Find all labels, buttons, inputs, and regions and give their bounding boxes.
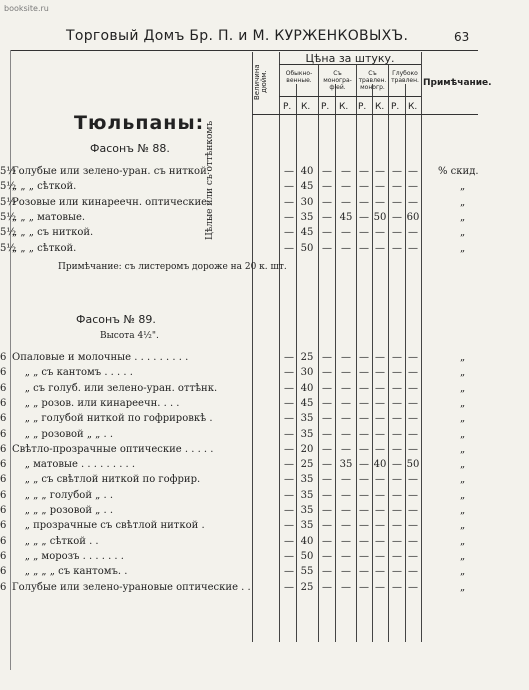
- table-row: [0, 582, 529, 598]
- deep-kopecks: —: [408, 196, 418, 208]
- mono-column-header: Съ моногра-фiей.: [323, 70, 352, 91]
- rubles-dash: —: [284, 352, 294, 363]
- rubles-dash: —: [284, 211, 294, 223]
- note-value: „: [460, 196, 466, 208]
- price-kopecks: 35: [300, 211, 314, 223]
- item-label: „ „ „ розовой „ . .: [12, 505, 114, 516]
- table-row: [0, 520, 529, 536]
- price-kopecks: 40: [300, 535, 314, 547]
- trav-rubles: —: [359, 443, 369, 455]
- deep-rubles: —: [392, 181, 402, 193]
- plain-column-header: Обыкно-венные.: [285, 70, 313, 84]
- kopecks-label: К.: [301, 102, 311, 112]
- note-value: „: [460, 227, 466, 239]
- trav-kopecks: —: [375, 489, 385, 501]
- note-value: „: [460, 550, 466, 562]
- header-rule: [10, 50, 478, 51]
- note-value: „: [460, 367, 466, 379]
- kopecks-label: К.: [375, 102, 385, 112]
- deep-rubles: —: [392, 367, 402, 379]
- mono-rubles: —: [322, 520, 332, 532]
- trav-rubles: —: [359, 397, 369, 409]
- price-kopecks: 20: [300, 443, 314, 455]
- mono-kopecks: 45: [339, 211, 353, 223]
- table-row: [0, 551, 529, 567]
- rubles-label: Р.: [358, 102, 367, 112]
- deep-kopecks: —: [408, 413, 418, 425]
- trav-rubles: —: [359, 367, 369, 379]
- size-value: 6: [0, 367, 7, 379]
- table-row: [0, 490, 529, 506]
- deep-rubles: —: [392, 535, 402, 547]
- item-label: „ „ „ матовые.: [12, 211, 86, 223]
- item-label: Голубые или зелено-уран. съ ниткой.: [12, 166, 210, 177]
- note-value: „: [460, 489, 466, 501]
- item-label: „ „ „ „ съ кантомъ. .: [12, 566, 128, 578]
- size-value: 6: [0, 489, 7, 501]
- trav-kopecks: —: [375, 413, 385, 425]
- mono-rubles: —: [322, 367, 332, 379]
- mono-rubles: —: [322, 413, 332, 425]
- deep-rubles: —: [392, 489, 402, 501]
- fason-88-heading: Фасонъ № 88.: [90, 142, 170, 155]
- note-value: „: [460, 459, 466, 471]
- table-row: [0, 536, 529, 552]
- mono-kopecks: —: [341, 367, 351, 379]
- note-value: „: [460, 382, 466, 394]
- deep-rubles: —: [392, 352, 402, 363]
- mono-kopecks: —: [341, 428, 351, 440]
- mono-kopecks: —: [341, 505, 351, 516]
- table-row: [0, 413, 529, 429]
- mono-rubles: —: [322, 211, 332, 223]
- deep-kopecks: —: [408, 550, 418, 562]
- table-row: [0, 383, 529, 399]
- price-kopecks: 50: [300, 242, 314, 254]
- rubles-dash: —: [284, 382, 294, 394]
- size-value: 5½: [0, 181, 17, 193]
- note-value: „: [460, 181, 466, 193]
- deep-kopecks: —: [408, 443, 418, 455]
- rubles-dash: —: [284, 489, 294, 501]
- trav-rubles: —: [359, 166, 369, 177]
- note-column-header: Примѣчание.: [423, 78, 492, 88]
- trav-rubles: —: [359, 382, 369, 394]
- trav-rubles: —: [359, 489, 369, 501]
- table-row: [0, 166, 529, 182]
- size-value: 5½: [0, 196, 17, 208]
- mono-rubles: —: [322, 166, 332, 177]
- deep-column-header: Глубоко травлен.: [391, 70, 419, 84]
- mono-kopecks: —: [341, 227, 351, 239]
- header-subrule: [279, 96, 421, 97]
- trav-kopecks: —: [375, 352, 385, 363]
- item-label: „ „ морозъ . . . . . . .: [12, 550, 124, 562]
- table-row: [0, 398, 529, 414]
- item-label: „ „ съ кантомъ . . . . .: [12, 367, 133, 379]
- rubles-dash: —: [284, 550, 294, 562]
- trav-kopecks: —: [375, 443, 385, 455]
- item-label: „ „ „ съ ниткой.: [12, 227, 94, 239]
- deep-rubles: —: [392, 227, 402, 239]
- deep-kopecks: —: [408, 535, 418, 547]
- trav-kopecks: —: [375, 181, 385, 193]
- mono-kopecks: —: [341, 166, 351, 177]
- trav-kopecks: —: [375, 382, 385, 394]
- mono-rubles: —: [322, 227, 332, 239]
- trav-kopecks: —: [375, 428, 385, 440]
- price-kopecks: 35: [300, 520, 314, 532]
- rubles-dash: —: [284, 367, 294, 379]
- trav-column-header: Съ травлен. моногр.: [358, 70, 387, 91]
- size-value: 6: [0, 474, 7, 486]
- trav-kopecks: 50: [373, 211, 387, 223]
- mono-rubles: —: [322, 535, 332, 547]
- trav-rubles: —: [359, 242, 369, 254]
- deep-rubles: —: [392, 428, 402, 440]
- mono-rubles: —: [322, 474, 332, 486]
- mono-kopecks: —: [341, 581, 351, 593]
- table-row: [0, 181, 529, 197]
- note-value: „: [460, 520, 466, 532]
- mono-kopecks: —: [341, 474, 351, 486]
- section-title: Тюльпаны:: [74, 112, 205, 134]
- deep-kopecks: —: [408, 505, 418, 516]
- note-value: „: [460, 566, 466, 578]
- trav-rubles: —: [359, 352, 369, 363]
- trav-rubles: —: [359, 211, 369, 223]
- price-kopecks: 35: [300, 489, 314, 501]
- price-kopecks: 35: [300, 413, 314, 425]
- mono-kopecks: —: [341, 443, 351, 455]
- price-header: Цѣна за штуку.: [305, 52, 395, 65]
- deep-rubles: —: [392, 166, 402, 177]
- deep-rubles: —: [392, 397, 402, 409]
- rubles-dash: —: [284, 443, 294, 455]
- rubles-dash: —: [284, 566, 294, 578]
- rubles-label: Р.: [283, 102, 292, 112]
- price-kopecks: 40: [300, 382, 314, 394]
- table-row: [0, 444, 529, 460]
- size-value: 6: [0, 505, 7, 516]
- deep-kopecks: 50: [406, 459, 420, 471]
- item-label: „ съ голуб. или зелено-уран. оттѣнк.: [12, 382, 218, 394]
- trav-kopecks: —: [375, 367, 385, 379]
- fason-89-heading: Фасонъ № 89.: [76, 313, 156, 326]
- item-label: „ „ съ свѣтлой ниткой по гофрир.: [12, 474, 201, 486]
- table-row: [0, 367, 529, 383]
- note-value: „: [460, 242, 466, 254]
- item-label: „ „ голубой ниткой по гофрировкѣ .: [12, 413, 213, 425]
- item-label: „ „ „ сѣткой . .: [12, 535, 99, 547]
- item-label: Розовые или кинареечн. оптические.: [12, 196, 211, 208]
- trav-rubles: —: [359, 196, 369, 208]
- deep-kopecks: —: [408, 181, 418, 193]
- mono-kopecks: —: [341, 352, 351, 363]
- mono-rubles: —: [322, 382, 332, 394]
- rubles-dash: —: [284, 474, 294, 486]
- item-label: „ „ розовой „ „ . .: [12, 428, 114, 440]
- trav-rubles: —: [359, 413, 369, 425]
- price-kopecks: 25: [300, 459, 314, 471]
- mono-rubles: —: [322, 428, 332, 440]
- table-row: [0, 243, 529, 259]
- side-note: Цѣлые или съ оттѣнкомъ: [205, 120, 215, 240]
- price-kopecks: 25: [300, 581, 314, 593]
- rubles-dash: —: [284, 413, 294, 425]
- rubles-dash: —: [284, 428, 294, 440]
- deep-rubles: —: [392, 566, 402, 578]
- note-value: „: [460, 535, 466, 547]
- trav-kopecks: —: [375, 566, 385, 578]
- trav-rubles: —: [359, 566, 369, 578]
- deep-kopecks: —: [408, 397, 418, 409]
- note-value: „: [460, 428, 466, 440]
- price-kopecks: 35: [300, 428, 314, 440]
- height-note: Высота 4½".: [100, 331, 159, 341]
- deep-rubles: —: [392, 550, 402, 562]
- price-kopecks: 50: [300, 550, 314, 562]
- rubles-dash: —: [284, 227, 294, 239]
- size-value: 6: [0, 382, 7, 394]
- deep-kopecks: —: [408, 520, 418, 532]
- table-row: [0, 429, 529, 445]
- mono-rubles: —: [322, 352, 332, 363]
- deep-kopecks: —: [408, 382, 418, 394]
- price-kopecks: 45: [300, 181, 314, 193]
- table-row: [0, 227, 529, 243]
- table-row: [0, 352, 529, 368]
- mono-kopecks: —: [341, 520, 351, 532]
- mono-kopecks: —: [341, 489, 351, 501]
- mono-rubles: —: [322, 397, 332, 409]
- mono-kopecks: —: [341, 196, 351, 208]
- note-value: „: [460, 474, 466, 486]
- size-value: 6: [0, 443, 7, 455]
- page-number: 63: [454, 30, 470, 44]
- note-value: „: [460, 352, 466, 363]
- trav-kopecks: —: [375, 474, 385, 486]
- size-value: 6: [0, 520, 7, 532]
- table-row: [0, 474, 529, 490]
- deep-rubles: —: [392, 520, 402, 532]
- deep-kopecks: —: [408, 428, 418, 440]
- note-value: % скид.: [438, 166, 479, 177]
- deep-kopecks: —: [408, 489, 418, 501]
- trav-rubles: —: [359, 459, 369, 471]
- deep-rubles: —: [392, 581, 402, 593]
- footnote: Примѣчание: съ листеромъ дороже на 20 к. шт.: [58, 262, 287, 272]
- trav-kopecks: —: [375, 397, 385, 409]
- mono-rubles: —: [322, 505, 332, 516]
- trav-rubles: —: [359, 505, 369, 516]
- size-value: 6: [0, 581, 7, 593]
- rubles-dash: —: [284, 505, 294, 516]
- item-label: Опаловые и молочные . . . . . . . . .: [12, 352, 189, 363]
- deep-rubles: —: [392, 505, 402, 516]
- table-row: [0, 197, 529, 213]
- deep-kopecks: —: [408, 367, 418, 379]
- price-kopecks: 35: [300, 474, 314, 486]
- item-label: „ „ „ сѣткой.: [12, 242, 77, 254]
- trav-kopecks: —: [375, 520, 385, 532]
- price-kopecks: 30: [300, 196, 314, 208]
- deep-kopecks: —: [408, 581, 418, 593]
- mono-rubles: —: [322, 443, 332, 455]
- price-kopecks: 35: [300, 505, 314, 516]
- trav-kopecks: —: [375, 581, 385, 593]
- table-row: [0, 459, 529, 475]
- trav-rubles: —: [359, 428, 369, 440]
- kopecks-label: К.: [408, 102, 418, 112]
- mono-kopecks: —: [341, 382, 351, 394]
- trav-kopecks: —: [375, 227, 385, 239]
- table-row: [0, 566, 529, 582]
- mono-kopecks: 35: [339, 459, 353, 471]
- mono-rubles: —: [322, 550, 332, 562]
- price-kopecks: 45: [300, 397, 314, 409]
- deep-kopecks: —: [408, 227, 418, 239]
- note-value: „: [460, 413, 466, 425]
- trav-kopecks: —: [375, 196, 385, 208]
- table-row: [0, 212, 529, 228]
- size-value: 6: [0, 413, 7, 425]
- mono-rubles: —: [322, 581, 332, 593]
- note-value: „: [460, 505, 466, 516]
- mono-kopecks: —: [341, 397, 351, 409]
- deep-rubles: —: [392, 382, 402, 394]
- item-label: „ „ „ сѣткой.: [12, 181, 77, 193]
- rubles-dash: —: [284, 535, 294, 547]
- kopecks-label: К.: [339, 102, 349, 112]
- rubles-label: Р.: [321, 102, 330, 112]
- item-label: „ матовые . . . . . . . . .: [12, 459, 136, 471]
- size-value: 5½: [0, 227, 17, 239]
- size-value: 6: [0, 459, 7, 471]
- price-kopecks: 40: [300, 166, 314, 177]
- mono-kopecks: —: [341, 181, 351, 193]
- note-value: „: [460, 443, 466, 455]
- item-label: „ „ розов. или кинареечн. . . .: [12, 397, 180, 409]
- header-bottom-rule: [252, 114, 478, 115]
- price-kopecks: 25: [300, 352, 314, 363]
- trav-kopecks: 40: [373, 459, 387, 471]
- note-value: „: [460, 211, 466, 223]
- deep-kopecks: —: [408, 566, 418, 578]
- size-value: 6: [0, 428, 7, 440]
- price-kopecks: 45: [300, 227, 314, 239]
- item-label: Свѣтло-прозрачные оптические . . . . .: [12, 443, 214, 455]
- note-value: „: [460, 581, 466, 593]
- deep-kopecks: —: [408, 242, 418, 254]
- mono-rubles: —: [322, 489, 332, 501]
- mono-rubles: —: [322, 459, 332, 471]
- note-value: „: [460, 397, 466, 409]
- mono-kopecks: —: [341, 413, 351, 425]
- mono-rubles: —: [322, 242, 332, 254]
- deep-rubles: —: [392, 474, 402, 486]
- trav-kopecks: —: [375, 550, 385, 562]
- size-value: 6: [0, 550, 7, 562]
- size-value: 6: [0, 566, 7, 578]
- mono-rubles: —: [322, 181, 332, 193]
- mono-rubles: —: [322, 196, 332, 208]
- size-value: 6: [0, 352, 7, 363]
- trav-rubles: —: [359, 181, 369, 193]
- trav-kopecks: —: [375, 535, 385, 547]
- trav-rubles: —: [359, 581, 369, 593]
- rubles-label: Р.: [391, 102, 400, 112]
- size-column-header: Величина дюйм.: [253, 64, 268, 100]
- watermark: booksite.ru: [4, 4, 49, 13]
- deep-kopecks: —: [408, 352, 418, 363]
- page-header: Торговый Домъ Бр. П. и М. КУРЖЕНКОВЫХЪ.: [66, 28, 409, 44]
- item-label: Голубые или зелено-урановые оптические . .: [12, 581, 251, 593]
- trav-rubles: —: [359, 550, 369, 562]
- rubles-dash: —: [284, 520, 294, 532]
- price-kopecks: 30: [300, 367, 314, 379]
- item-label: „ прозрачные съ свѣтлой ниткой .: [12, 520, 205, 532]
- deep-kopecks: —: [408, 474, 418, 486]
- deep-rubles: —: [392, 211, 402, 223]
- table-row: [0, 505, 529, 521]
- deep-kopecks: 60: [406, 211, 420, 223]
- rubles-dash: —: [284, 242, 294, 254]
- rubles-dash: —: [284, 166, 294, 177]
- trav-rubles: —: [359, 535, 369, 547]
- mono-rubles: —: [322, 566, 332, 578]
- trav-rubles: —: [359, 520, 369, 532]
- deep-kopecks: —: [408, 166, 418, 177]
- size-value: 5½: [0, 211, 17, 223]
- rubles-dash: —: [284, 459, 294, 471]
- rubles-dash: —: [284, 397, 294, 409]
- deep-rubles: —: [392, 413, 402, 425]
- item-label: „ „ „ голубой „ . .: [12, 489, 114, 501]
- mono-kopecks: —: [341, 550, 351, 562]
- mono-kopecks: —: [341, 242, 351, 254]
- price-kopecks: 55: [300, 566, 314, 578]
- deep-rubles: —: [392, 242, 402, 254]
- trav-rubles: —: [359, 474, 369, 486]
- trav-kopecks: —: [375, 242, 385, 254]
- size-value: 6: [0, 397, 7, 409]
- size-value: 6: [0, 535, 7, 547]
- rubles-dash: —: [284, 181, 294, 193]
- rubles-dash: —: [284, 196, 294, 208]
- rubles-dash: —: [284, 581, 294, 593]
- mono-kopecks: —: [341, 566, 351, 578]
- trav-rubles: —: [359, 227, 369, 239]
- deep-rubles: —: [392, 443, 402, 455]
- mono-kopecks: —: [341, 535, 351, 547]
- trav-kopecks: —: [375, 166, 385, 177]
- size-value: 5½: [0, 242, 17, 254]
- trav-kopecks: —: [375, 505, 385, 516]
- size-value: 5½: [0, 166, 17, 177]
- deep-rubles: —: [392, 196, 402, 208]
- deep-rubles: —: [392, 459, 402, 471]
